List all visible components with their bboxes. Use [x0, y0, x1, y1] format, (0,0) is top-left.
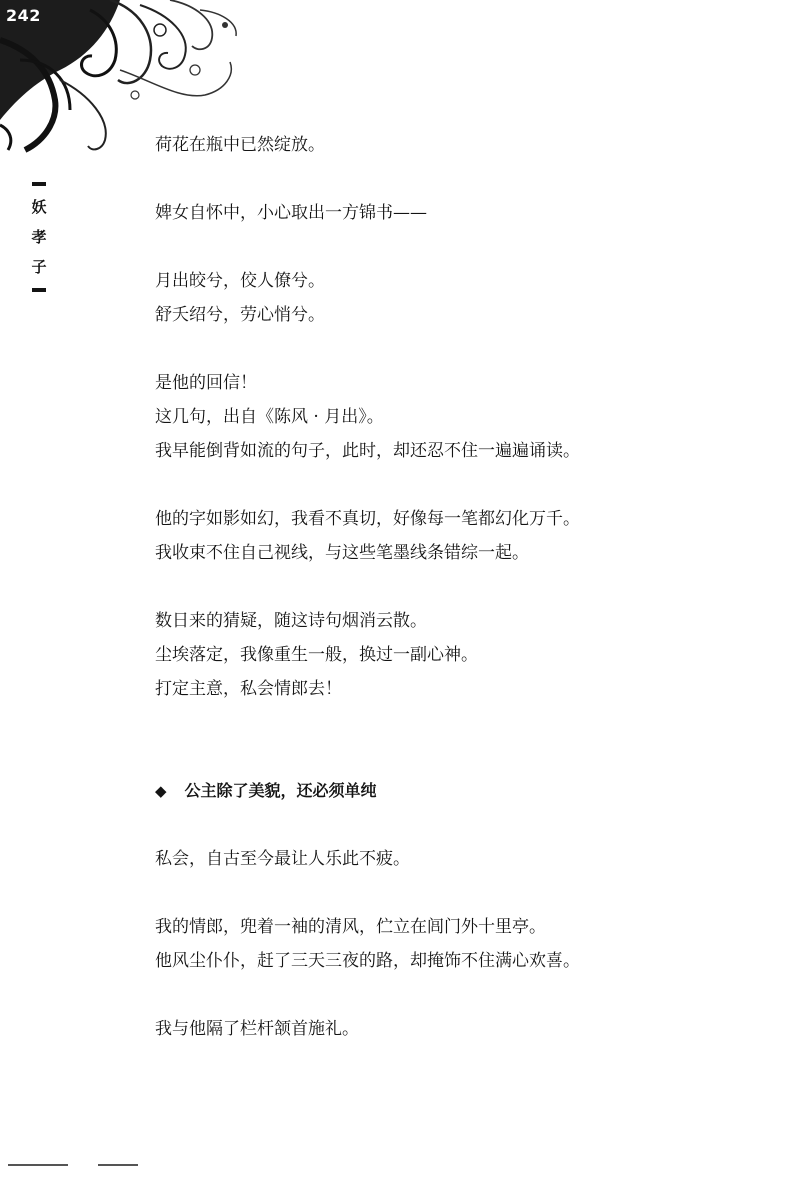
text-line: 尘埃落定，我像重生一般，换过一副心神。	[155, 645, 478, 665]
text-line: 我早能倒背如流的句子，此时，却还忍不住一遍遍诵读。	[155, 441, 580, 461]
text-line: 婢女自怀中，小心取出一方锦书——	[155, 203, 427, 223]
text-line: 数日来的猜疑，随这诗句烟消云散。	[155, 611, 427, 631]
text-line: 我收束不住自己视线，与这些笔墨线条错综一起。	[155, 543, 529, 563]
body-text	[155, 128, 715, 1046]
poem-line: 舒夭绍兮，劳心悄兮。	[155, 305, 325, 325]
running-title-char: 妖	[31, 198, 47, 216]
diamond-icon: ◆	[155, 782, 167, 800]
running-title-char: 孝	[31, 228, 47, 246]
text-line: 打定主意，私会情郎去！	[155, 679, 342, 699]
title-bracket-top	[32, 182, 46, 186]
section-heading-text: 公主除了美貌，还必须单纯	[184, 781, 377, 800]
text-line: 这几句，出自《陈风 · 月出》。	[155, 407, 384, 427]
running-title	[28, 182, 50, 292]
text-line: 我的情郎，兜着一袖的清风，伫立在闾门外十里亭。	[155, 917, 546, 937]
text-line: 我与他隔了栏杆颔首施礼。	[155, 1019, 359, 1039]
page-number: 242	[6, 6, 41, 25]
title-bracket-bottom	[32, 288, 46, 292]
text-line: 私会，自古至今最让人乐此不疲。	[155, 849, 410, 869]
footer-rule	[8, 1164, 138, 1166]
section-heading	[155, 774, 715, 808]
text-line: 荷花在瓶中已然绽放。	[155, 135, 325, 155]
text-line: 他的字如影如幻，我看不真切，好像每一笔都幻化万千。	[155, 509, 580, 529]
running-title-char: 子	[31, 258, 47, 276]
text-line: 他风尘仆仆，赶了三天三夜的路，却掩饰不住满心欢喜。	[155, 951, 580, 971]
poem-line: 月出皎兮，佼人僚兮。	[155, 271, 325, 291]
text-line: 是他的回信！	[155, 373, 257, 393]
